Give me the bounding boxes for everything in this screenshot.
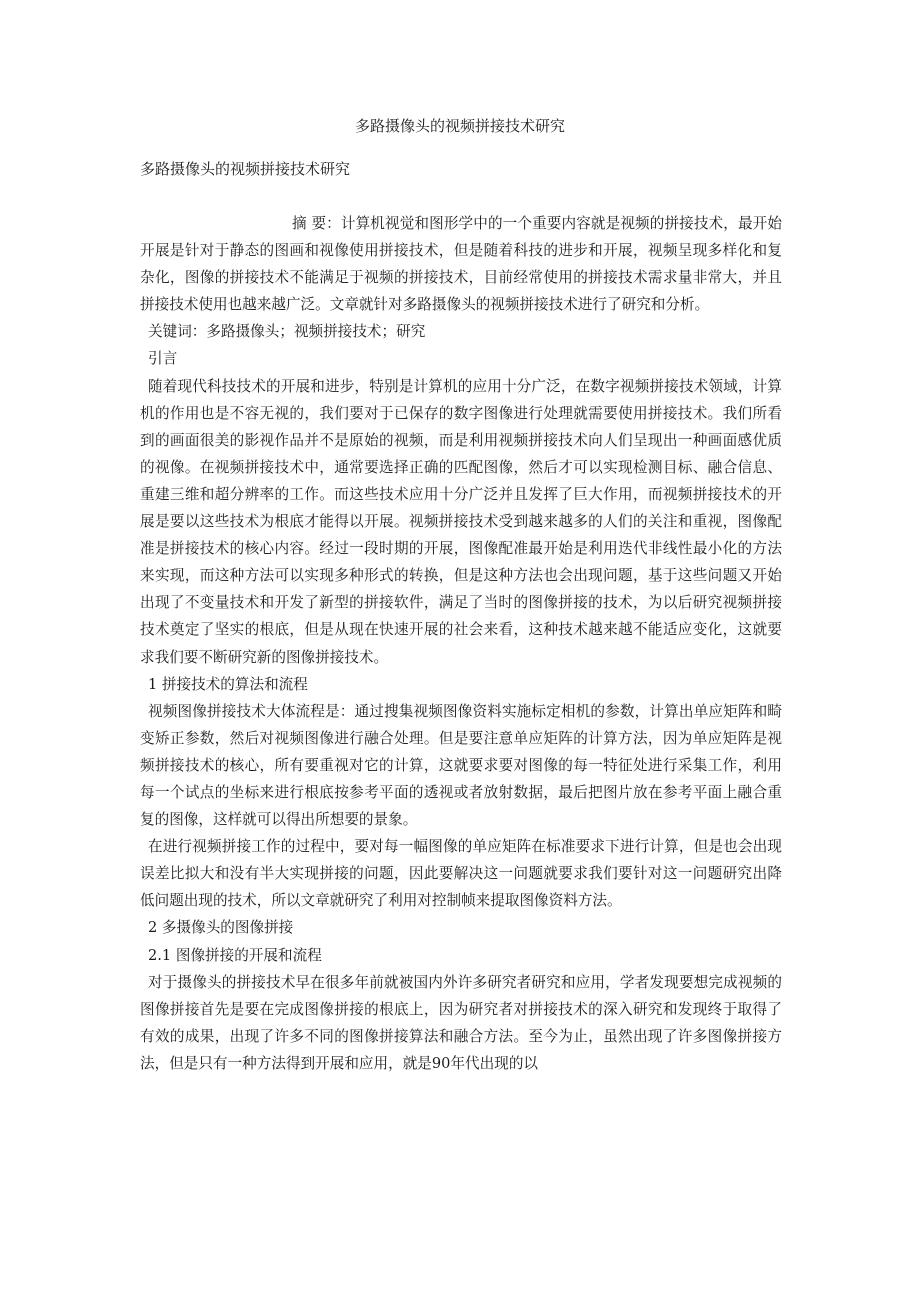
intro-paragraph: 随着现代科技技术的开展和进步，特别是计算机的应用十分广泛，在数字视频拼接技术领域，计算机的作用也是不容无视的，我们要对于已保存的数字图像进行处理就需要使用拼接技术。我们所看到的画面很美的影视作品并不是原始的视频，而是利用视频拼接技术向人们呈现出一种画面感优质的视像。在视频拼接技术中，通常要选择正确的匹配图像，然后才可以实现检测目标、融合信息、重建三维和超分辨率的工作。而这些技术应用十分广泛并且发挥了巨大作用，而视频拼接技术的开展是要以这些技术为根底才能得以开展。视频拼接技术受到越来越多的人们的关注和重视，图像配准是拼接技术的核心内容。经过一段时期的开展，图像配准最开始是利用迭代非线性最小化的方法来实现，而这种方法可以实现多种形式的转换，但是这种方法也会出现问题，基于这些问题又开始出现了不变量技术和开发了新型的拼接软件，满足了当时的图像拼接的技术，为以后研究视频拼接技术奠定了坚实的根底，但是从现在快速开展的社会来看，这种技术越来越不能适应变化，这就要求我们要不断研究新的图像拼接技术。 bbox=[140, 377, 782, 666]
abstract-paragraph: 摘 要：计算机视觉和图形学中的一个重要内容就是视频的拼接技术，最开始开展是针对于静态的图画和视像使用拼接技术，但是随着科技的进步和开展，视频呈现多样化和复杂化，图像的拼接技术不能满足于视频的拼接技术，目前经常使用的拼接技术需求量非常大，并且拼接技术使用也越来越广泛。文章就针对多路摄像头的视频拼接技术进行了研究和分析。 bbox=[140, 215, 782, 314]
section-1-heading: 1 拼接技术的算法和流程 bbox=[148, 675, 308, 693]
keywords-line: 关键词：多路摄像头；视频拼接技术；研究 bbox=[148, 323, 426, 341]
document-title: 多路摄像头的视频拼接技术研究 bbox=[354, 117, 565, 135]
section-2-heading: 2 多摄像头的图像拼接 bbox=[148, 919, 294, 937]
section-2-1-heading: 2.1 图像拼接的开展和流程 bbox=[148, 946, 322, 964]
section-1-paragraph-2: 在进行视频拼接工作的过程中，要对每一幅图像的单应矩阵在标准要求下进行计算，但是也会出现误差比拟大和没有半大实现拼接的问题，因此要解决这一问题就要求我们要针对这一问题研究出降低问题出现的技术，所以文章就研究了利用对控制帧来提取图像资料方法。 bbox=[140, 838, 782, 910]
section-1-paragraph-1: 视频图像拼接技术大体流程是：通过搜集视频图像资料实施标定相机的参数，计算出单应矩阵和畸变矫正参数，然后对视频图像进行融合处理。但是要注意单应矩阵的计算方法，因为单应矩阵是视频拼接技术的核心，所有要重视对它的计算，这就要求要对图像的每一特征处进行采集工作，利用每一个试点的坐标来进行根底按参考平面的透视或者放射数据，最后把图片放在参考平面上融合重复的图像，这样就可以得出所想要的景象。 bbox=[140, 702, 782, 829]
document-subtitle: 多路摄像头的视频拼接技术研究 bbox=[140, 160, 351, 178]
intro-heading: 引言 bbox=[148, 350, 178, 368]
document-body bbox=[140, 210, 782, 1077]
section-2-1-paragraph: 对于摄像头的拼接技术早在很多年前就被国内外许多研究者研究和应用，学者发现要想完成视频的图像拼接首先是要在完成图像拼接的根底上，因为研究者对拼接技术的深入研究和发现终于取得了有效的成果，出现了许多不同的图像拼接算法和融合方法。至今为止，虽然出现了许多图像拼接方法，但是只有一种方法得到开展和应用，就是90年代出现的以 bbox=[140, 973, 782, 1072]
